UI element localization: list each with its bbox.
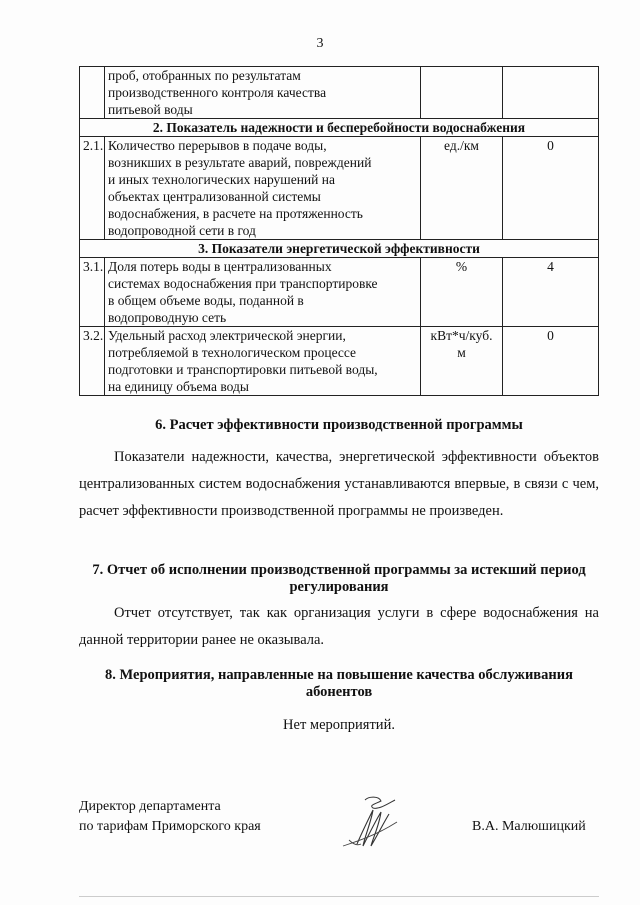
indicator-description: Удельный расход электрической энергии, потребляемой в технологическом процессе подготовки и транспортировки питьевой воды, на единицу объема воды: [105, 327, 421, 396]
row-number: [80, 67, 105, 119]
value-cell: [503, 67, 599, 119]
section-6-heading: 6. Расчет эффективности производственной программы: [155, 417, 523, 433]
value-cell: 0: [503, 327, 599, 396]
page-number: 3: [316, 36, 324, 51]
section-row: [80, 119, 599, 137]
section-3-title: 3. Показатели энергетической эффективности: [80, 240, 599, 258]
unit-cell: кВт*ч/куб. м: [421, 327, 503, 396]
section-2-title: 2. Показатель надежности и бесперебойности водоснабжения: [80, 119, 599, 137]
handwritten-signature: [335, 792, 405, 852]
indicators-table: [79, 66, 599, 396]
unit-cell: ед./км: [421, 137, 503, 240]
unit-cell: [421, 67, 503, 119]
table-row: [80, 67, 599, 119]
signatory-name: В.А. Малюшицкий: [472, 819, 586, 834]
table-row: [80, 327, 599, 396]
signatory-position: Директор департамента по тарифам Приморского края: [79, 799, 261, 834]
value-cell: 0: [503, 137, 599, 240]
section-8-text: Нет мероприятий.: [283, 717, 395, 733]
section-8-heading: 8. Мероприятия, направленные на повышение качества обслуживания абонентов: [105, 667, 573, 700]
section-7-heading: 7. Отчет об исполнении производственной программы за истекший период регулирования: [92, 562, 586, 595]
page-bottom-border: [79, 896, 599, 897]
row-number: 2.1.: [80, 137, 105, 240]
table-row: [80, 137, 599, 240]
section-7-text: Отчет отсутствует, так как организация услуги в сфере водоснабжения на данной территории ранее не оказывала.: [79, 605, 599, 648]
section-row: [80, 240, 599, 258]
table-row: [80, 258, 599, 327]
row-number: 3.1.: [80, 258, 105, 327]
indicator-description: Доля потерь воды в централизованных системах водоснабжения при транспортировке в общем объеме воды, поданной в водопроводную сеть: [105, 258, 421, 327]
section-6-text: Показатели надежности, качества, энергетической эффективности объектов централизованных систем водоснабжения устанавливаются впервые, в связи с чем, расчет эффективности производственной программы не произведен.: [79, 449, 599, 519]
row-number: 3.2.: [80, 327, 105, 396]
value-cell: 4: [503, 258, 599, 327]
unit-cell: %: [421, 258, 503, 327]
indicator-description: Количество перерывов в подаче воды, возникших в результате аварий, повреждений и иных технологических нарушений на объектах централизованной системы водоснабжения, в расчете на протяженность водопроводной сети в год: [105, 137, 421, 240]
indicator-description: проб, отобранных по результатам производственного контроля качества питьевой воды: [105, 67, 421, 119]
